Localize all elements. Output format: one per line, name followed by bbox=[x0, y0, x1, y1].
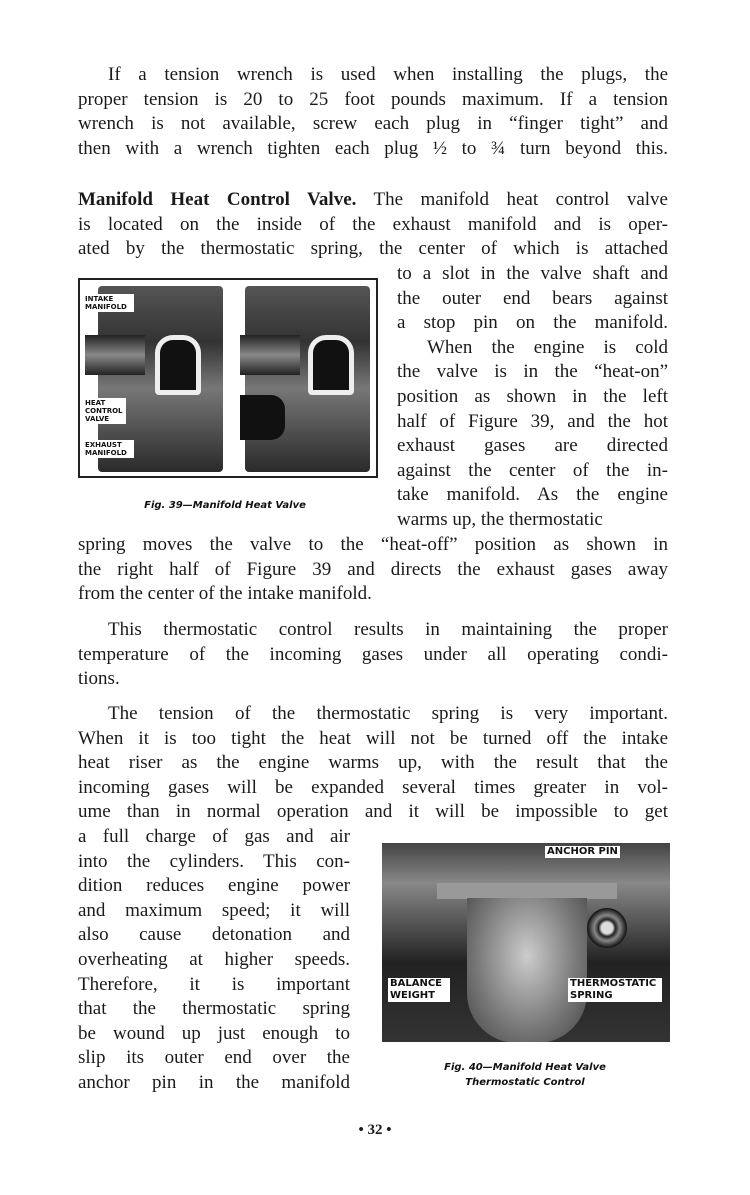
text-line: to a slot in the valve shaft and bbox=[397, 263, 668, 284]
text-line: dition reduces engine power bbox=[78, 875, 350, 897]
text-line: a full charge of gas and air bbox=[78, 826, 350, 847]
manifold-flange bbox=[437, 883, 617, 899]
text-line: into the cylinders. This con- bbox=[78, 850, 350, 872]
text-line: is located on the inside of the exhaust manifold and is oper- bbox=[78, 213, 668, 235]
text-line: the right half of Figure 39 and directs the exhaust gases away bbox=[78, 558, 668, 580]
text-line: incoming gases will be expanded several times greater in vol- bbox=[78, 776, 668, 798]
text-line: wrench is not available, screw each plug in “finger tight” and bbox=[78, 113, 668, 135]
text-line: then with a wrench tighten each plug ½ to ¾ turn beyond this. bbox=[78, 137, 668, 159]
text-line: The tension of the thermostatic spring is very important. bbox=[108, 703, 668, 724]
section-heading: Manifold Heat Control Valve. bbox=[78, 189, 357, 210]
manifold-body bbox=[467, 898, 587, 1042]
label-balance-weight: BALANCE WEIGHT bbox=[388, 978, 450, 1002]
text-line: position as shown in the left bbox=[397, 385, 668, 407]
paragraph-spring-tension bbox=[78, 702, 668, 825]
figure-39-image bbox=[78, 278, 378, 478]
paragraph-tension-wrench bbox=[78, 63, 668, 161]
text-line: a stop pin on the manifold. bbox=[397, 312, 668, 334]
text-line: half of Figure 39, and the hot bbox=[397, 410, 668, 432]
text-line: ated by the thermostatic spring, the center of which is attached bbox=[78, 238, 668, 260]
text-line: If a tension wrench is used when installing the plugs, the bbox=[108, 64, 668, 85]
text-line: overheating at higher speeds. bbox=[78, 948, 350, 970]
text-line: proper tension is 20 to 25 foot pounds maximum. If a tension bbox=[78, 88, 668, 110]
text-line: temperature of the incoming gases under all operating condi- bbox=[78, 643, 668, 665]
figure-40-caption-line2: Thermostatic Control bbox=[465, 1077, 585, 1088]
text-line: slip its outer end over the bbox=[78, 1047, 350, 1069]
page-number: • 32 • bbox=[358, 1122, 392, 1138]
figure-39-caption: Fig. 39—Manifold Heat Valve bbox=[144, 500, 306, 511]
label-anchor-pin: ANCHOR PIN bbox=[547, 846, 618, 857]
paragraph-spring-narrow bbox=[78, 825, 350, 1096]
text-line: against the center of the in- bbox=[397, 459, 668, 481]
paragraph-manifold-heat-intro bbox=[78, 188, 668, 262]
label-intake-manifold: INTAKE MANIFOLD bbox=[84, 294, 134, 312]
text-line-rest: The manifold heat control valve bbox=[356, 189, 668, 210]
text-line: When the engine is cold bbox=[427, 336, 668, 358]
text-line: anchor pin in the manifold bbox=[78, 1071, 350, 1093]
text-line: warms up, the thermostatic bbox=[397, 508, 603, 530]
text-line: from the center of the intake manifold. bbox=[78, 583, 372, 605]
text-line: tions. bbox=[78, 668, 120, 690]
thermostatic-spring-coil bbox=[587, 908, 627, 948]
text-line: also cause detonation and bbox=[78, 924, 350, 946]
text-line: heat riser as the engine warms up, with the result that the bbox=[78, 752, 668, 774]
label-exhaust-manifold: EXHAUST MANIFOLD bbox=[84, 440, 134, 458]
text-line bbox=[78, 188, 668, 213]
text-line: Therefore, it is important bbox=[78, 973, 350, 995]
text-line: that the thermostatic spring bbox=[78, 998, 350, 1020]
paragraph-narrow-column bbox=[397, 262, 668, 533]
text-line: the valve is in the “heat-on” bbox=[397, 361, 668, 383]
text-line: be wound up just enough to bbox=[78, 1022, 350, 1044]
text-line: When it is too tight the heat will not be turned off the intake bbox=[78, 727, 668, 749]
figure-40-image bbox=[382, 843, 670, 1042]
text-line: exhaust gases are directed bbox=[397, 435, 668, 457]
text-line: This thermostatic control results in maintaining the proper bbox=[108, 619, 668, 640]
text-line: ume than in normal operation and it will be impossible to get bbox=[78, 801, 668, 823]
paragraph-heat-off bbox=[78, 533, 668, 607]
text-line: take manifold. As the engine bbox=[397, 484, 668, 506]
text-line: the outer end bears against bbox=[397, 287, 668, 309]
figure-40-caption-line1: Fig. 40—Manifold Heat Valve bbox=[444, 1062, 606, 1073]
label-thermostatic-spring: THERMOSTATIC SPRING bbox=[568, 978, 662, 1002]
paragraph-thermostatic-control bbox=[78, 618, 668, 692]
text-line: spring moves the valve to the “heat-off” position as shown in bbox=[78, 534, 668, 555]
label-heat-control-valve: HEAT CONTROL VALVE bbox=[84, 398, 126, 424]
text-line: and maximum speed; it will bbox=[78, 899, 350, 921]
